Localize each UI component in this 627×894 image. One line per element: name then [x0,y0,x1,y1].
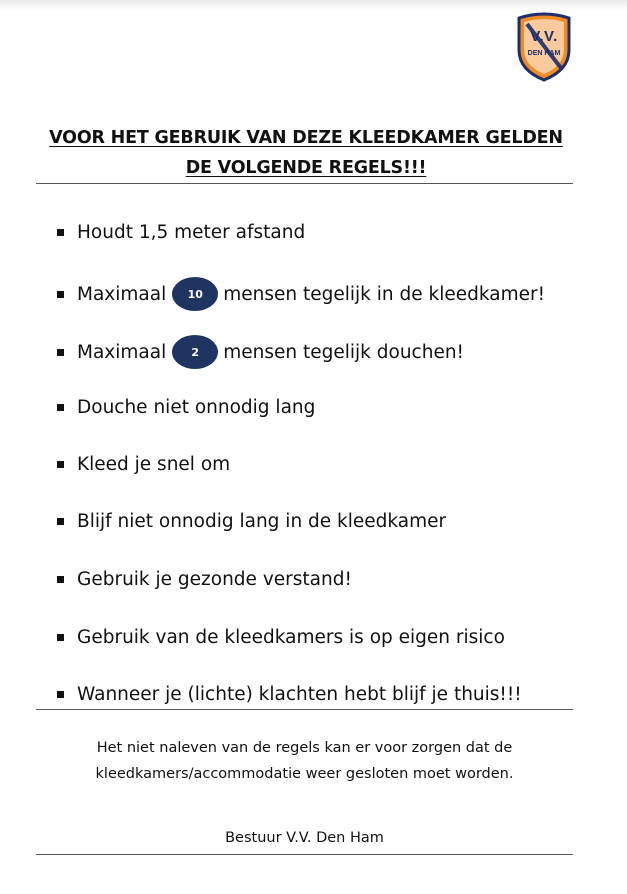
notice-line-2: kleedkamers/accommodatie weer gesloten moet worden. [95,766,514,782]
list-item [57,624,505,650]
list-item [57,394,315,420]
rule-text: Kleed je snel om [77,453,231,475]
bullet-icon [57,404,64,411]
logo-name: V.V. [530,28,558,45]
rule-text: Gebruik je gezonde verstand! [77,568,352,590]
bullet-icon [57,229,64,236]
signature: Bestuur V.V. Den Ham [225,830,384,846]
bullet-icon [57,349,64,356]
rule-prefix: Maximaal [77,283,167,305]
bullet-icon [57,291,64,298]
divider-middle [36,709,573,710]
list-item [57,508,446,534]
list-item [57,219,305,245]
rule-text: Blijf niet onnodig lang in de kleedkamer [77,510,447,532]
list-item [57,451,230,477]
bullet-icon [57,461,64,468]
list-item [57,566,352,592]
bullet-icon [57,518,64,525]
bullet-icon [57,634,64,641]
rule-prefix: Maximaal [77,341,167,363]
list-item [57,681,522,707]
rule-suffix: mensen tegelijk in de kleedkamer! [223,283,546,305]
logo-club: DEN HAM [527,50,561,57]
list-item [57,281,545,307]
title-line-2: DE VOLGENDE REGELS!!! [185,158,427,178]
rule-text: Douche niet onnodig lang [77,396,316,418]
notice-line-1: Het niet naleven van de regels kan er voor zorgen dat de [96,740,513,756]
bullet-icon [57,691,64,698]
count-badge: 10 [172,277,218,311]
rule-text: Gebruik van de kleedkamers is op eigen risico [77,626,505,648]
rule-text: Houdt 1,5 meter afstand [77,221,306,243]
notice-text [36,735,573,787]
count-badge: 2 [172,335,218,369]
divider-bottom [36,854,573,855]
title-line-1: VOOR HET GEBRUIK VAN DEZE KLEEDKAMER GELDEN [49,128,563,148]
rule-text: Wanneer je (lichte) klachten hebt blijf je thuis!!! [77,683,522,705]
bullet-icon [57,576,64,583]
list-item [57,339,464,365]
rule-suffix: mensen tegelijk douchen! [223,341,464,363]
